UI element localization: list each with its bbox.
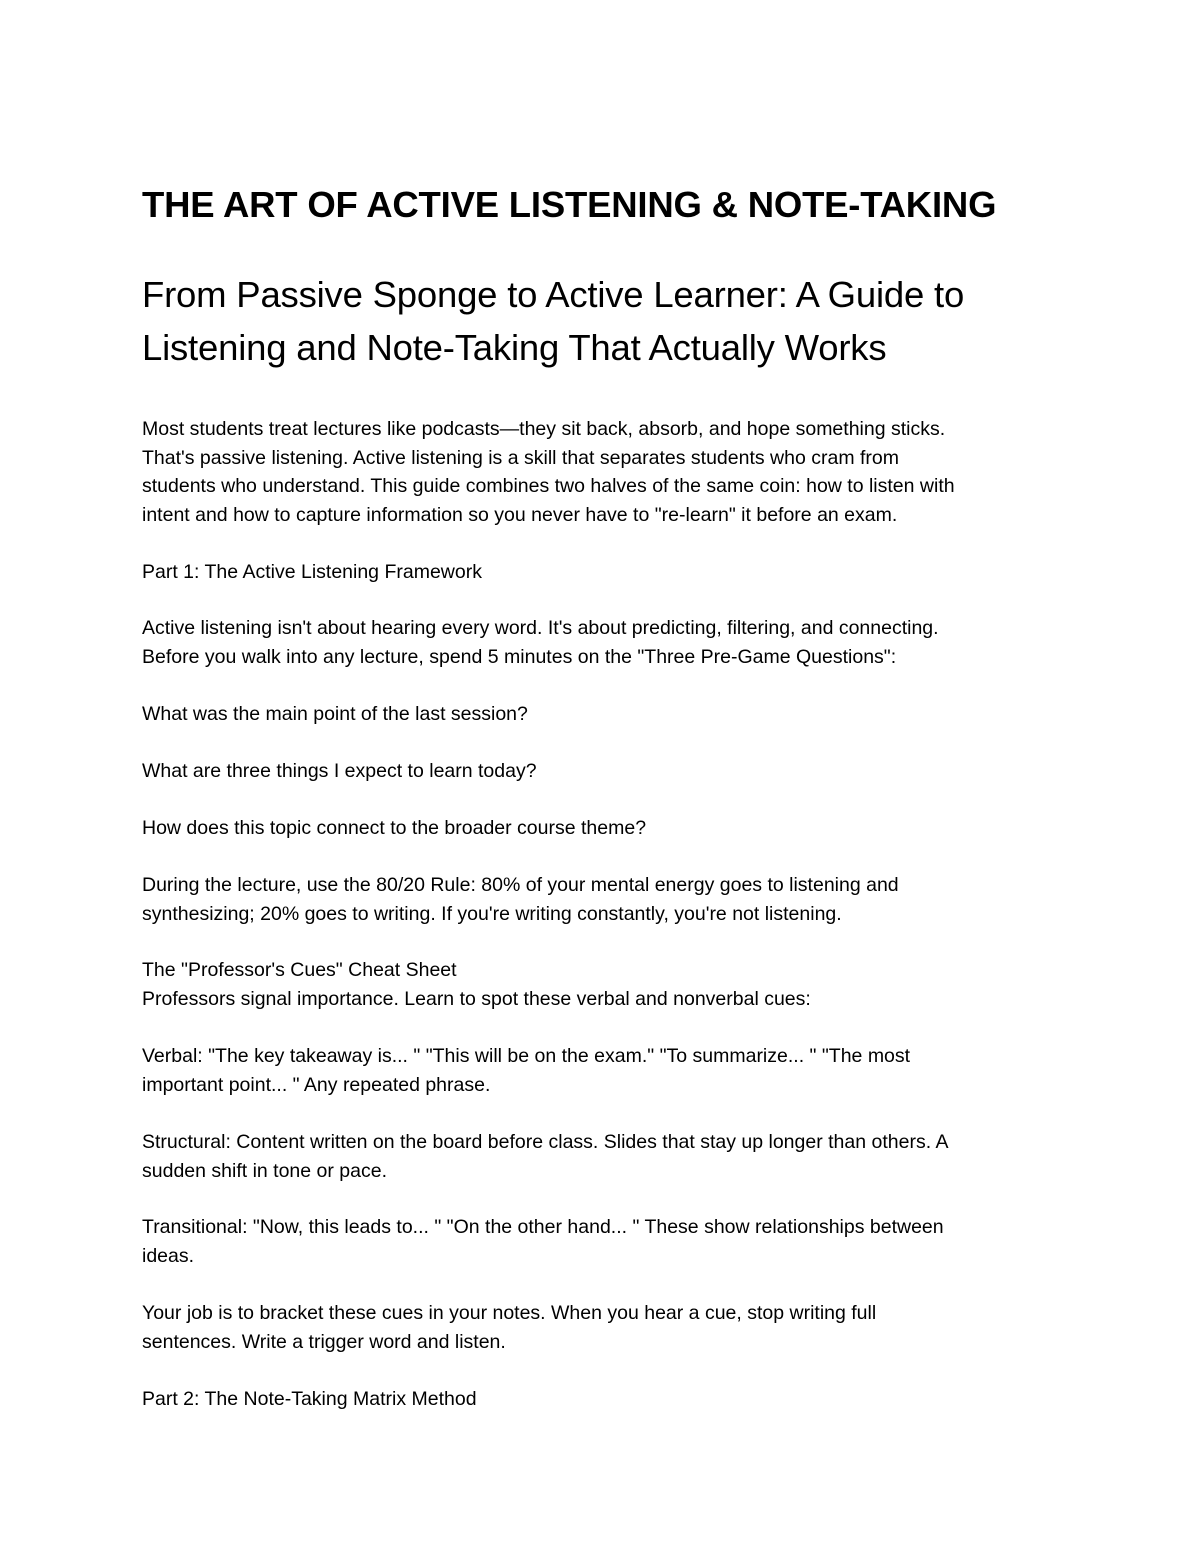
paragraph-line: intent and how to capture information so you never have to "re-learn" it before an exam. (142, 503, 898, 526)
structural-cues-paragraph (142, 1128, 1072, 1185)
paragraph-line: Before you walk into any lecture, spend 5 minutes on the "Three Pre-Game Questions": (142, 645, 897, 668)
paragraph-line: synthesizing; 20% goes to writing. If you're writing constantly, you're not listening. (142, 902, 842, 925)
question-item: What are three things I expect to learn today? (142, 760, 537, 782)
cues-heading: The "Professor's Cues" Cheat Sheet (142, 959, 457, 981)
paragraph-line: sudden shift in tone or pace. (142, 1159, 387, 1182)
question-item: What was the main point of the last session? (142, 703, 528, 725)
intro-paragraph (142, 415, 1072, 529)
document-subtitle (142, 268, 1072, 374)
paragraph-line: Structural: Content written on the board before class. Slides that stay up longer than others. A (142, 1131, 949, 1153)
part1-intro-paragraph (142, 614, 1072, 671)
paragraph-line: Verbal: "The key takeaway is... " "This will be on the exam." "To summarize... " "The most (142, 1045, 911, 1067)
paragraph-line: sentences. Write a trigger word and listen. (142, 1330, 506, 1353)
subtitle-line: Listening and Note-Taking That Actually Works (142, 327, 887, 368)
paragraph-line: Most students treat lectures like podcasts—they sit back, absorb, and hope something sticks. (142, 418, 946, 440)
paragraph-line: important point... " Any repeated phrase. (142, 1073, 491, 1096)
subtitle-line: From Passive Sponge to Active Learner: A Guide to (142, 274, 965, 315)
question-item: How does this topic connect to the broader course theme? (142, 817, 647, 839)
paragraph-line: Your job is to bracket these cues in your notes. When you hear a cue, stop writing full (142, 1302, 877, 1324)
cues-section (142, 956, 1072, 1013)
paragraph-line: students who understand. This guide combines two halves of the same coin: how to listen with (142, 475, 955, 497)
transitional-cues-paragraph (142, 1213, 1072, 1270)
part2-heading: Part 2: The Note-Taking Matrix Method (142, 1388, 477, 1410)
job-paragraph (142, 1299, 1072, 1356)
paragraph-line: That's passive listening. Active listening is a skill that separates students who cram from (142, 446, 899, 469)
document-title: THE ART OF ACTIVE LISTENING & NOTE-TAKING (142, 184, 997, 225)
verbal-cues-paragraph (142, 1042, 1072, 1099)
paragraph-line: Transitional: "Now, this leads to... " "On the other hand... " These show relationships between (142, 1216, 944, 1238)
part1-heading: Part 1: The Active Listening Framework (142, 561, 482, 583)
rule-paragraph (142, 871, 1072, 928)
paragraph-line: During the lecture, use the 80/20 Rule: 80% of your mental energy goes to listening and (142, 874, 899, 896)
paragraph-line: ideas. (142, 1244, 195, 1267)
paragraph-line: Active listening isn't about hearing every word. It's about predicting, filtering, and connecting. (142, 617, 939, 639)
cues-intro: Professors signal importance. Learn to spot these verbal and nonverbal cues: (142, 987, 811, 1010)
